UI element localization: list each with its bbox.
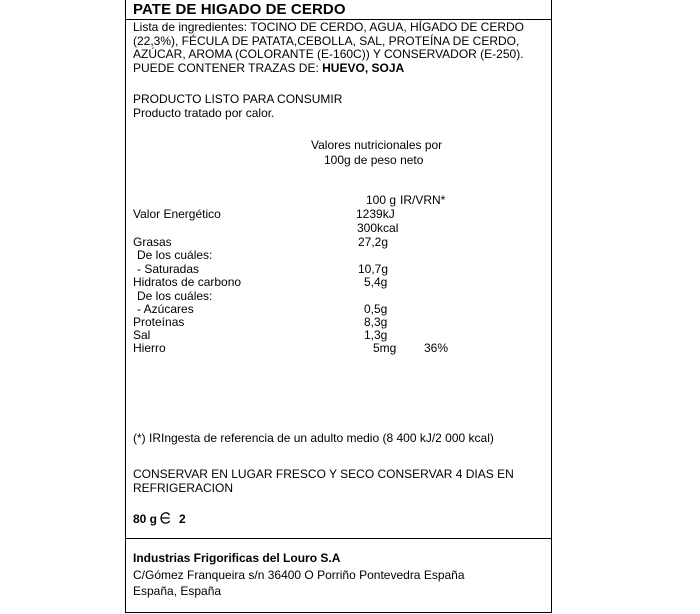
traces-prefix: PUEDE CONTENER TRAZAS DE: bbox=[133, 61, 323, 75]
nutrient-value: 1,3g bbox=[364, 328, 388, 342]
nutrient-label: Sal bbox=[133, 328, 151, 342]
nutrition-heading: Valores nutricionales por bbox=[311, 138, 443, 152]
product-title: PATE DE HIGADO DE CERDO bbox=[133, 1, 346, 18]
column-header-ir: IR/VRN* bbox=[400, 193, 446, 207]
traces-statement bbox=[133, 61, 404, 75]
ingredients-line: (22,3%), FÉCULA DE PATATA,CEBOLLA, SAL, PROTEÍNA DE CERDO, bbox=[133, 34, 520, 48]
nutrient-label: - Azúcares bbox=[137, 302, 194, 316]
traces-allergens: HUEVO, SOJA bbox=[322, 61, 405, 75]
nutrient-label: Hidratos de carbono bbox=[133, 275, 242, 289]
column-header-per100: 100 g bbox=[366, 193, 397, 207]
heat-treated: Producto tratado por calor. bbox=[133, 106, 275, 120]
nutrient-label: - Saturadas bbox=[137, 262, 200, 276]
manufacturer-divider bbox=[125, 538, 551, 539]
nutrient-label: Grasas bbox=[133, 235, 172, 249]
manufacturer-name: Industrias Frigorificas del Louro S.A bbox=[133, 551, 341, 565]
nutrient-label: De los cuáles: bbox=[137, 289, 213, 303]
nutrient-value: 0,5g bbox=[364, 302, 388, 316]
nutrient-label: Hierro bbox=[133, 341, 166, 355]
nutrient-value: 10,7g bbox=[358, 262, 389, 276]
nutrient-value: 27,2g bbox=[358, 235, 389, 249]
nutrition-heading: 100g de peso neto bbox=[324, 153, 424, 167]
nutrient-value: 1239kJ bbox=[356, 207, 395, 221]
net-weight bbox=[133, 512, 186, 526]
net-weight-amount: 80 g bbox=[133, 512, 158, 526]
manufacturer-country: España, España bbox=[133, 584, 222, 598]
nutrient-value: 8,3g bbox=[364, 315, 388, 329]
nutrition-footnote: (*) IRIngesta de referencia de un adulto medio (8 400 kJ/2 000 kcal) bbox=[133, 431, 494, 445]
ready-to-eat: PRODUCTO LISTO PARA CONSUMIR bbox=[133, 92, 343, 106]
nutrient-value: 5mg bbox=[373, 341, 397, 355]
nutrient-value: 5,4g bbox=[364, 275, 388, 289]
nutrient-label: De los cuáles: bbox=[137, 248, 213, 262]
nutrient-label: Proteínas bbox=[133, 315, 185, 329]
net-weight-count: 2 bbox=[179, 512, 186, 526]
nutrient-label: Valor Energético bbox=[133, 207, 221, 221]
estimated-sign-icon bbox=[160, 512, 171, 524]
ingredients-line: AZÚCAR, AROMA (COLORANTE (E-160C)) Y CONSERVADOR (E-250). bbox=[133, 47, 524, 61]
storage-instructions: REFRIGERACION bbox=[133, 481, 234, 495]
storage-instructions: CONSERVAR EN LUGAR FRESCO Y SECO CONSERVAR 4 DIAS EN bbox=[133, 467, 514, 481]
ingredients-line: Lista de ingredientes: TOCINO DE CERDO, AGUA, HÍGADO DE CERDO bbox=[133, 20, 525, 34]
nutrient-ir: 36% bbox=[424, 341, 449, 355]
nutrient-value: 300kcal bbox=[357, 221, 399, 235]
manufacturer-address: C/Gómez Franqueira s/n 36400 O Porriño Pontevedra España bbox=[133, 568, 465, 582]
